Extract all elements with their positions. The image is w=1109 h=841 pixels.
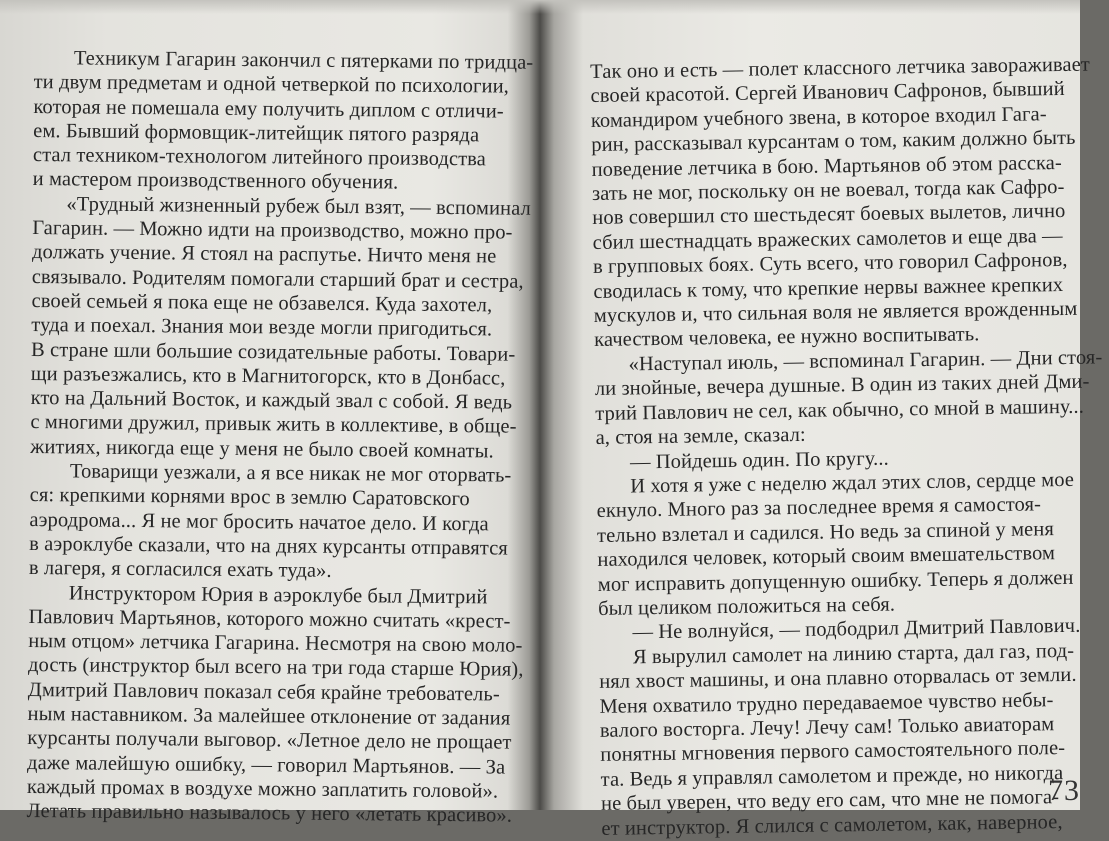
text-line: с многими дружил, привык жить в коллективе, в обще- (30, 411, 517, 439)
text-line: ным наставником. За малейшее отклонение от задания (27, 702, 511, 730)
text-line: должать учение. Я стоял на распутье. Ничто меня не (31, 241, 497, 268)
text-line: екнуло. Много раз за последнее время я самостоя- (596, 493, 1042, 523)
text-line: стал техником-технологом литейного производства (32, 144, 487, 171)
text-line: рин, рассказывал курсантам о том, каким должно быть (591, 127, 1076, 157)
text-line: валого восторга. Лечу! Лечу сам! Только авиаторам (599, 713, 1055, 742)
text-line: нов совершил сто шестьдесят боевых вылетов, лично (592, 200, 1066, 230)
text-line: туда и поехал. Знания мои везде могли пригодиться. (31, 314, 493, 341)
text-line: и мастером производственного обучения. (32, 168, 399, 194)
text-line: Я вырулил самолет на линию старта, дал газ, под- (632, 639, 1075, 669)
text-line: сбил шестнадцать вражеских самолетов и еще два — (592, 224, 1063, 254)
text-line: Товарищи уезжали, а я все никак не мог оторвать- (69, 460, 512, 487)
text-line: в аэроклубе сказали, что на днях курсанты отправятся (29, 532, 508, 560)
text-line: — Не волнуйся, — подбодрил Дмитрий Павлович. (632, 615, 1081, 644)
text-line: качеством человека, ее нужно воспитывать. (593, 323, 980, 352)
text-line: — Пойдешь один. По кругу... (629, 447, 889, 473)
text-line: Техникум Гагарин закончил с пятерками по тридца- (73, 47, 534, 74)
text-line: своей красотой. Сергей Иванович Сафронов, бывший (590, 78, 1065, 108)
text-line: Меня охватило трудно передаваемое чувство небы- (599, 688, 1054, 718)
text-line: в лагеря, я согласился ехать туда». (28, 557, 332, 583)
text-line: не был уверен, что веду его сам, что мне не помога- (600, 786, 1060, 816)
text-line: курсанты получали выговор. «Летное дело не прощает (27, 727, 512, 754)
text-line: ли знойные, вечера душные. В один из таких дней Дми- (594, 370, 1090, 401)
text-line: поведение летчика в бою. Мартьянов об этом расска- (591, 151, 1062, 181)
text-line: был целиком положиться на себя. (597, 593, 896, 620)
text-line: даже малейшую ошибку, — говорил Мартьянов. — За (27, 751, 506, 779)
text-line: ным отцом» летчика Гагарина. Несмотря на свою моло- (28, 630, 523, 657)
text-line: зать не мог, поскольку он не воевал, тогда как Сафро- (591, 176, 1065, 206)
text-line: Павлович Мартьянов, которого можно считать «крест- (28, 605, 511, 633)
text-line: «Наступал июль, — вспоминал Гагарин. — Дни стоя- (628, 346, 1103, 376)
text-line: щи разъезжались, кто в Магнитогорск, кто в Донбасс, (30, 362, 506, 390)
text-line: Так оно и есть — полет классного летчика завораживает (590, 53, 1091, 83)
text-line: мог исправить допущенную ошибку. Теперь я должен (597, 566, 1074, 596)
text-line: нял хвост машины, и она плавно оторвалась от земли. (599, 664, 1077, 694)
text-line: а, стоя на земле, сказал: (595, 423, 806, 450)
text-line: трий Павлович не сел, как обычно, со мной в машину... (595, 395, 1085, 425)
right-page (542, 0, 1103, 840)
text-line: аэродрома... Я не мог бросить начатое дело. И когда (29, 508, 489, 536)
text-line: в групповых боях. Суть всего, что говорил Сафронов, (592, 249, 1068, 279)
left-page-text (26, 46, 534, 828)
text-line: В стране шли большие созидательные работы. Товари- (30, 338, 516, 366)
text-line: каждый промах в воздухе можно заплатить головой». (26, 775, 499, 803)
text-line: ся: крепкими корнями врос в землю Саратовского (29, 484, 470, 511)
text-line: кто на Дальний Восток, и каждый звал с собой. Я ведь (30, 387, 513, 414)
text-line: дость (инструктор был всего на три года старше Юрия), (27, 654, 524, 682)
text-line: «Трудный жизненный рубеж был взят, — вспоминал (66, 193, 531, 220)
text-line: Гагарин. — Можно идти на производство, можно про- (32, 217, 513, 244)
text-line: И хотя я уже с неделю ждал этих слов, сердце мое (630, 468, 1075, 498)
text-line: тельно взлетал и садился. Но ведь за спиной у меня (596, 517, 1055, 547)
text-line: ем. Бывший формовщик-литейщик пятого разряда (33, 119, 480, 147)
text-line: находился человек, который своим вмешательством (597, 542, 1056, 572)
text-line: та. Ведь я управлял самолетом и прежде, но никогда (600, 761, 1064, 791)
text-line: которая не помешала ему получить диплом с отличи- (33, 95, 504, 123)
text-line: ти двум предметам и одной четверкой по психологии, (33, 71, 510, 98)
text-line: мускулов и, что сильная воля не является врожденным (593, 297, 1078, 328)
text-line: понятны мгновения первого самостоятельного поле- (600, 737, 1066, 767)
text-line: связывало. Родителям помогали старший брат и сестра, (31, 265, 524, 293)
text-line: командиром учебного звена, в которое входил Гага- (590, 103, 1047, 132)
text-line: Летать правильно называлось у него «летать красиво». (26, 800, 513, 827)
right-page-text (590, 53, 1103, 841)
text-line: житиях, никогда еще у меня не было своей комнаты. (30, 435, 494, 463)
text-line: сводилась к тому, что крепкие нервы важнее крепких (593, 273, 1064, 303)
text-line: Инструктором Юрия в аэроклубе был Дмитрий (68, 581, 488, 608)
page-number: 73 (1048, 774, 1080, 807)
text-line: ет инструктор. Я слился с самолетом, как, наверное, (601, 810, 1063, 840)
text-line: своей семьей я пока еще не обзавелся. Куда захотел, (31, 289, 493, 317)
left-page (0, 0, 535, 827)
text-line: Дмитрий Павлович показал себя крайне требователь- (27, 678, 500, 706)
